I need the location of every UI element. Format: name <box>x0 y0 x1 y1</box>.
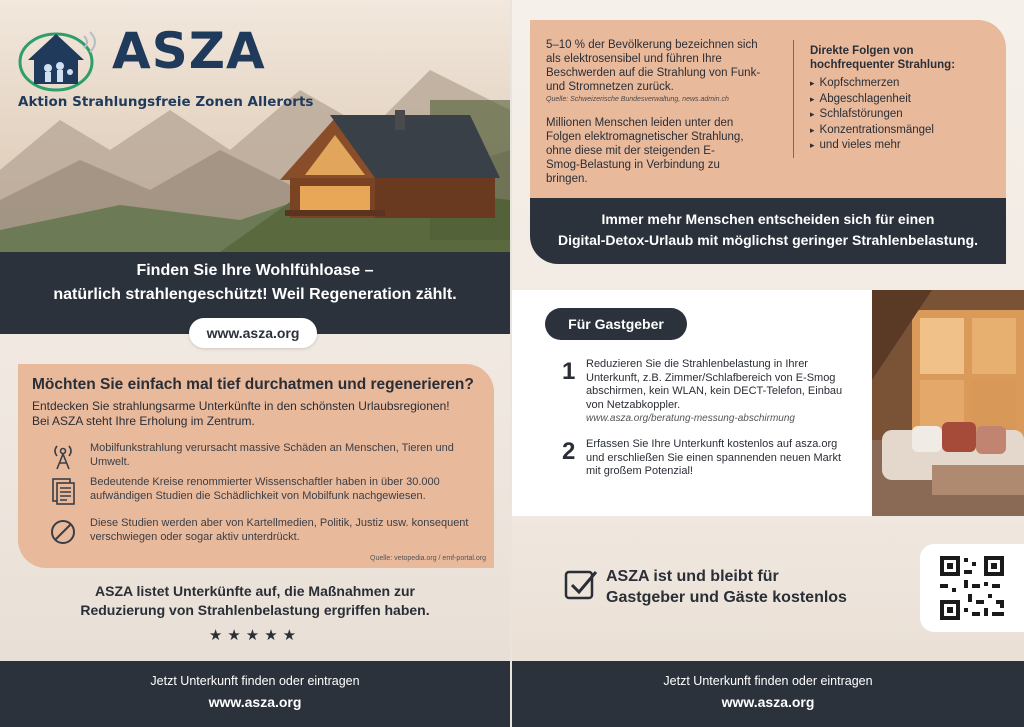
consequences-list <box>810 76 934 154</box>
website-link[interactable]: www.asza.org <box>189 318 317 348</box>
statistics-card <box>530 20 1006 198</box>
stat-source: Quelle: Schweizerische Bundesverwaltung, news.admin.ch <box>546 96 729 103</box>
free-line-2: Gastgeber und Gäste kostenlos <box>606 589 847 606</box>
cabin-interior-image <box>872 290 1024 516</box>
consequences-title-line-1: Direkte Folgen von <box>810 45 914 57</box>
host-label: Für Gastgeber <box>545 308 687 340</box>
listing-statement <box>0 582 510 620</box>
millions-stat: Millionen Menschen leiden unter den Folgen elektromagnetischer Strahlung, ohne diese mit der steigenden E-Smog-Belastung in Verbindung zu bringen. <box>546 117 744 185</box>
qr-code-icon <box>920 544 1024 632</box>
flyer-back-page <box>512 0 1024 727</box>
step-text: Erfassen Sie Ihre Unterkunft kostenlos auf asza.org und erschließen Sie einen spannenden neuen Markt mit großem Potenzial! <box>586 438 842 477</box>
consequences-title-line-2: hochfrequenter Strahlung: <box>810 59 956 71</box>
footer-url[interactable]: www.asza.org <box>721 694 815 710</box>
hero-image <box>0 0 510 252</box>
list-item: ▸ Abgeschlagenheit <box>810 92 934 108</box>
step-link[interactable]: www.asza.org/beratung-messung-abschirmung <box>586 413 795 424</box>
logo-subtitle: Aktion Strahlungsfreie Zonen Allerorts <box>18 94 314 110</box>
step-number: 1 <box>562 358 576 385</box>
footer <box>0 661 510 727</box>
flyer-front-page <box>0 0 510 727</box>
list-item: ▸ Konzentrationsmängel <box>810 123 934 139</box>
step-number: 2 <box>562 438 576 465</box>
consequences-title <box>810 44 955 72</box>
step-text: Reduzieren Sie die Strahlenbelastung in Ihrer Unterkunft, z.B. Zimmer/Schlafbereich von E-Smog abschirmen, kein WLAN, kein DECT-Telefon, Einbau von Netzabkoppler. <box>586 358 843 411</box>
footer <box>512 661 1024 727</box>
list-item: ▸ und vieles mehr <box>810 138 934 154</box>
footer-text: Jetzt Unterkunft finden oder eintragen <box>663 674 873 688</box>
info-question: Möchten Sie einfach mal tief durchatmen und regenerieren? <box>32 376 474 393</box>
footer-url[interactable]: www.asza.org <box>208 694 302 710</box>
host-section <box>512 290 872 516</box>
documents-icon <box>48 476 78 506</box>
step-text-wrap <box>586 358 846 426</box>
free-service-text <box>606 566 926 608</box>
headline-line-1: Finden Sie Ihre Wohlfühloase – <box>136 262 374 279</box>
prohibited-icon <box>48 517 78 547</box>
divider <box>793 40 794 158</box>
info-bullet-text: Mobilfunkstrahlung verursacht massive Schäden an Menschen, Tieren und Umwelt. <box>90 442 454 468</box>
info-intro: Entdecken Sie strahlungsarme Unterkünfte in den schönsten Urlaubsregionen! Bei ASZA steht Ihre Erholung im Zentrum. <box>32 399 450 428</box>
checkbox-icon <box>564 568 598 602</box>
listing-statement-line-1: ASZA listet Unterkünfte auf, die Maßnahmen zur <box>95 583 415 599</box>
listing-statement-line-2: Reduzierung von Strahlenbelastung ergriffen haben. <box>80 602 430 618</box>
antenna-icon <box>48 442 78 472</box>
qr-code[interactable] <box>920 544 1024 632</box>
digital-detox-band <box>530 198 1006 264</box>
info-source: Quelle: vetopedia.org / emf-portal.org <box>370 555 486 562</box>
star-rating: ★★★★★ <box>208 627 302 644</box>
free-line-1: ASZA ist und bleibt für <box>606 568 779 585</box>
info-bullet-text: Bedeutende Kreise renommierter Wissenschaftler haben in über 30.000 aufwändigen Studien die Schädlichkeit von Mobilfunk nachgewiesen. <box>90 476 440 502</box>
footer-text: Jetzt Unterkunft finden oder eintragen <box>150 674 360 688</box>
list-item: ▸ Schlafstörungen <box>810 107 934 123</box>
detox-line-1: Immer mehr Menschen entscheiden sich für einen <box>601 211 935 227</box>
info-card <box>18 364 494 568</box>
logo-title: ASZA <box>112 22 266 80</box>
info-bullet-text: Diese Studien werden aber von Kartellmedien, Politik, Justiz usw. konsequent verschwiegen oder sogar aktiv unterdrückt. <box>90 517 469 543</box>
list-item: ▸ Kopfschmerzen <box>810 76 934 92</box>
electrosensitive-stat: 5–10 % der Bevölkerung bezeichnen sich als elektrosensibel und führen Ihre Beschwerden auf die Strahlung von Funk- und Stromnetzen zurück. <box>546 39 761 93</box>
detox-line-2: Digital-Detox-Urlaub mit möglichst geringer Strahlenbelastung. <box>557 232 979 248</box>
headline-line-2: natürlich strahlengeschützt! Weil Regeneration zählt. <box>53 286 457 303</box>
